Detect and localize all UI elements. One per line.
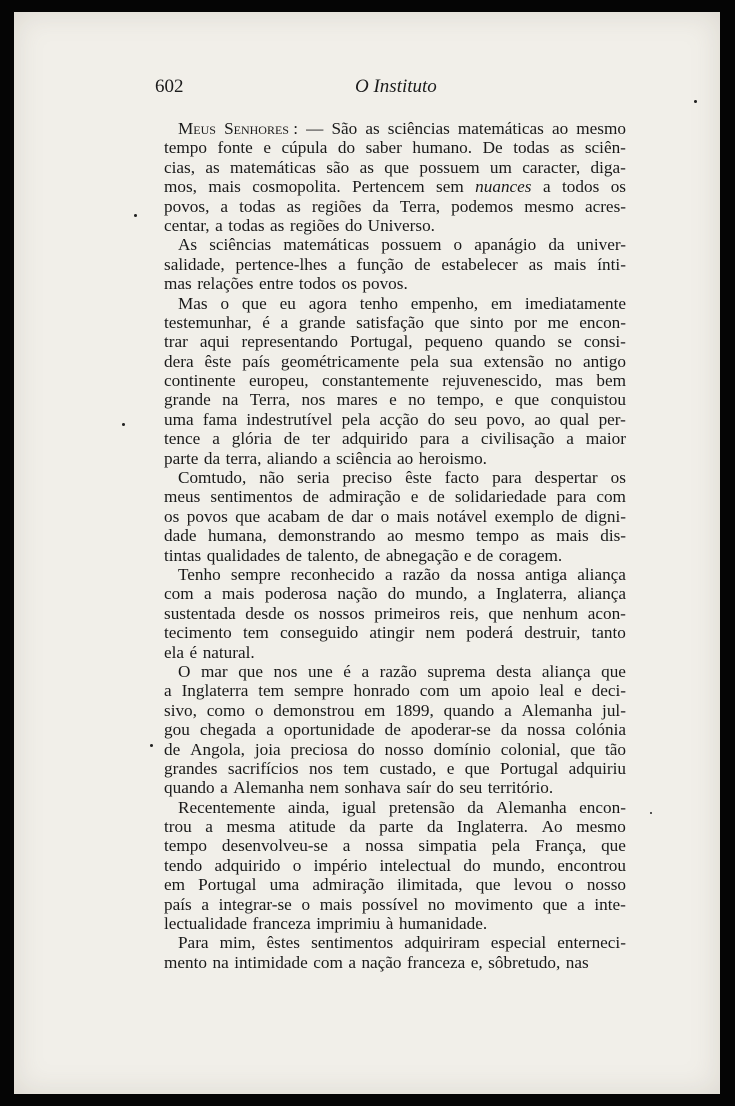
paragraph [164, 662, 626, 798]
paragraph [164, 933, 626, 972]
text-line: centar, a todas as regiões do Universo. [164, 215, 435, 235]
text-line: país a integrar-se o mais possível no movimento que a inte- [164, 894, 626, 914]
text-line: tempo desenvolveu-se a nossa simpatia pela França, que [164, 836, 626, 856]
text-line: os povos que acabam de dar o mais notável exemplo de digni- [164, 506, 626, 526]
text-line: salidade, pertence-lhes a função de estabelecer as mais ínti- [164, 254, 626, 274]
text-line: de Angola, joia preciosa do nosso domínio colonial, que tão [164, 739, 626, 759]
text-line: Tenho sempre reconhecido a razão da nossa antiga aliança [178, 564, 626, 584]
text-line: tintas qualidades de talento, de abnegação e de coragem. [164, 545, 563, 565]
text-line: parte da terra, aliando a sciência ao heroismo. [164, 448, 487, 468]
text-line: Meus Senhores : — São as sciências matemáticas ao mesmo [178, 119, 626, 138]
text-line: sivo, como o demonstrou em 1899, quando a Alemanha jul- [164, 700, 626, 720]
text-line: continente europeu, constantemente rejuvenescido, mas bem [164, 371, 626, 391]
text-line: sustentada desde os nossos primeiros reis, que nenhum acon- [164, 603, 626, 623]
text-line: grandes sacrifícios nos tem custado, e que Portugal adquiriu [164, 758, 626, 778]
text-line: Para mim, êstes sentimentos adquiriram especial enterneci- [178, 933, 626, 953]
paragraph [164, 798, 626, 934]
body-text [164, 119, 626, 972]
text-line: grande na Terra, nos mares e no tempo, e que conquistou [164, 390, 626, 410]
text-line: meus sentimentos de admiração e de solidariedade para com [164, 487, 626, 507]
text-line: tecimento tem conseguido atingir nem poderá destruir, tanto [164, 623, 626, 643]
paragraph [164, 119, 626, 235]
running-title: O Instituto [355, 76, 437, 97]
text-line: gou chegada a oportunidade de apoderar-se da nossa colónia [164, 720, 626, 740]
text-line: O mar que nos une é a razão suprema desta aliança que [178, 661, 626, 681]
text-line: trar aqui representando Portugal, pequeno quando se consi- [164, 332, 626, 352]
text-line: As sciências matemáticas possuem o apanágio da univer- [178, 235, 626, 255]
paragraph [164, 235, 626, 293]
text-line: com a mais poderosa nação do mundo, a Inglaterra, aliança [164, 584, 626, 604]
paragraph [164, 468, 626, 565]
text-line: testemunhar, é a grande satisfação que sinto por me encon- [164, 312, 626, 332]
text-line: a Inglaterra tem sempre honrado com um apoio leal e deci- [164, 681, 626, 701]
text-line: mento na intimidade com a nação franceza e, sôbretudo, nas [164, 952, 589, 972]
page-number: 602 [155, 76, 184, 97]
text-line: ela é natural. [164, 642, 255, 662]
text-line: em Portugal uma admiração ilimitada, que levou o nosso [164, 875, 626, 895]
text-line: trou a mesma atitude da parte da Inglaterra. Ao mesmo [164, 817, 626, 837]
text-line: Comtudo, não seria preciso êste facto para despertar os [178, 468, 626, 488]
text-line: mas relações entre todos os povos. [164, 274, 408, 294]
text-line: uma fama indestrutível pela acção do seu povo, ao qual per- [164, 409, 626, 429]
text-line: tempo fonte e cúpula do saber humano. De todas as sciên- [164, 138, 626, 158]
text-line: cias, as matemáticas são as que possuem um caracter, diga- [164, 157, 626, 177]
text-line: dade humana, demonstrando ao mesmo tempo as mais dis- [164, 526, 626, 546]
text-line: povos, a todas as regiões da Terra, podemos mesmo acres- [164, 196, 626, 216]
text-line: Recentemente ainda, igual pretensão da Alemanha encon- [178, 797, 626, 817]
text-line: quando a Alemanha nem sonhava saír do seu território. [164, 778, 554, 798]
text-line: tendo adquirido o império intelectual do mundo, encontrou [164, 855, 626, 875]
text-line: tence a glória de ter adquirido para a civilisação a maior [164, 429, 626, 449]
paragraph [164, 294, 626, 469]
text-line: mos, mais cosmopolita. Pertencem sem nuances a todos os [164, 177, 626, 197]
page-header [155, 74, 625, 104]
text-line: lectualidade franceza imprimiu à humanidade. [164, 914, 488, 934]
paragraph [164, 565, 626, 662]
text-line: dera êste país geométricamente pela sua extensão no antigo [164, 351, 626, 371]
text-line: Mas o que eu agora tenho empenho, em imediatamente [178, 293, 626, 313]
